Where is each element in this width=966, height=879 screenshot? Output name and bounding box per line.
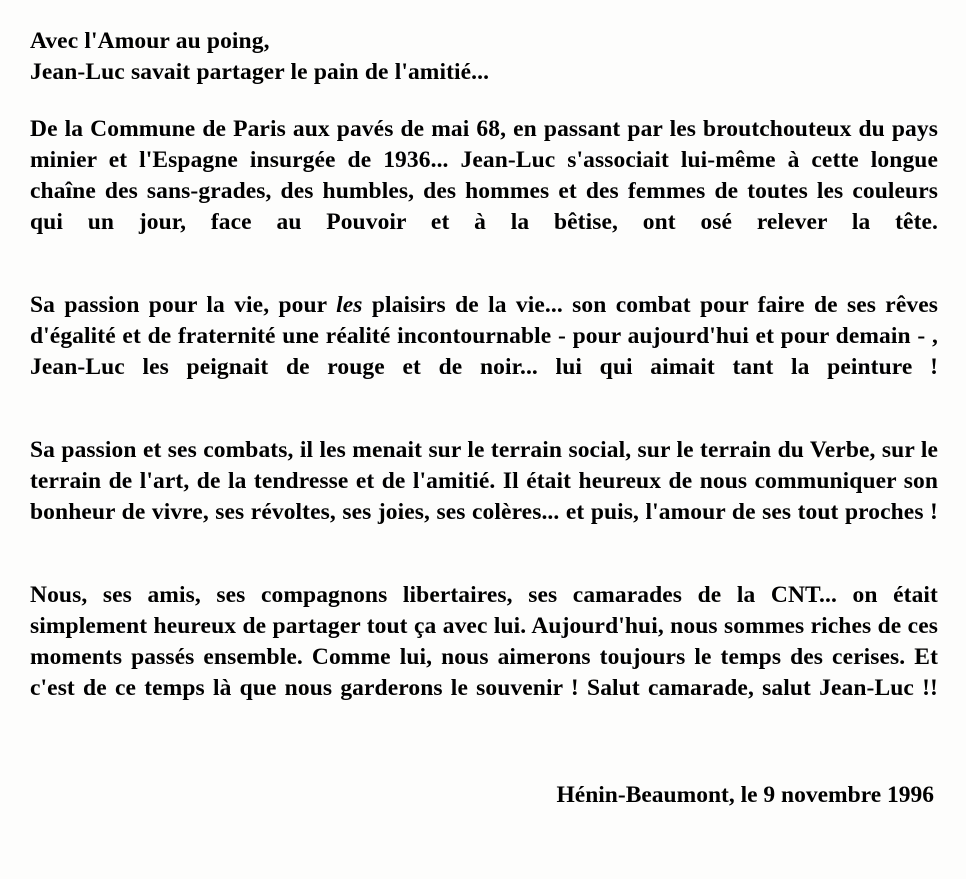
paragraph-amis-text: Nous, ses amis, ses compagnons libertaires, ses camarades de la CNT... on était simplement heureux de partager tout ça avec lui. Aujourd'hui, nous sommes riches de ces moments passés ensemble. Comme lui, nous aimerons toujours le temps des cerises. Et c'est de ce temps là que nous garderons le souvenir ! Salut camarade, salut Jean-Luc !! [30,582,938,701]
paragraph-combats-text: Sa passion et ses combats, il les menait sur le terrain social, sur le terrain du Verbe, sur le terrain de l'art, de la tendresse et de l'amitié. Il était heureux de nous communiquer son bonheur de vivre, ses révoltes, ses joies, ses colères... et puis, l'amour de ses tout proches ! [30,437,938,525]
salutation-line-2: Jean-Luc savait partager le pain de l'amitié... [30,59,490,85]
salutation-block [30,26,938,88]
document-body [30,26,938,811]
paragraph-amis [30,580,938,735]
salutation-line-1: Avec l'Amour au poing, [30,28,270,54]
paragraph-commune-text: De la Commune de Paris aux pavés de mai 68, en passant par les broutchouteux du pays minier et l'Espagne insurgée de 1936... Jean-Luc s'associait lui-même à cette longue chaîne des sans-grades, des humbles, des hommes et des femmes de toutes les couleurs qui un jour, face au Pouvoir et à la bêtise, ont osé relever la tête. [30,116,938,235]
signature-place-date: Hénin-Beaumont, le 9 novembre 1996 [556,782,934,808]
emphasized-word-les: les [336,292,363,318]
paragraph-passion-vie-text-before: Sa passion pour la vie, pour [30,292,337,318]
paragraph-commune [30,114,938,269]
paragraph-passion-vie-text-after: plaisirs de la vie... son combat pour faire de ses rêves d'égalité et de fraternité une réalité incontournable - pour aujourd'hui et pour demain - , Jean-Luc les peignait de rouge et de noir... lui qui aimait tant la peinture ! [30,292,938,380]
paragraph-combats [30,435,938,559]
paragraph-passion-vie [30,290,938,414]
signature-spacer [30,756,938,780]
